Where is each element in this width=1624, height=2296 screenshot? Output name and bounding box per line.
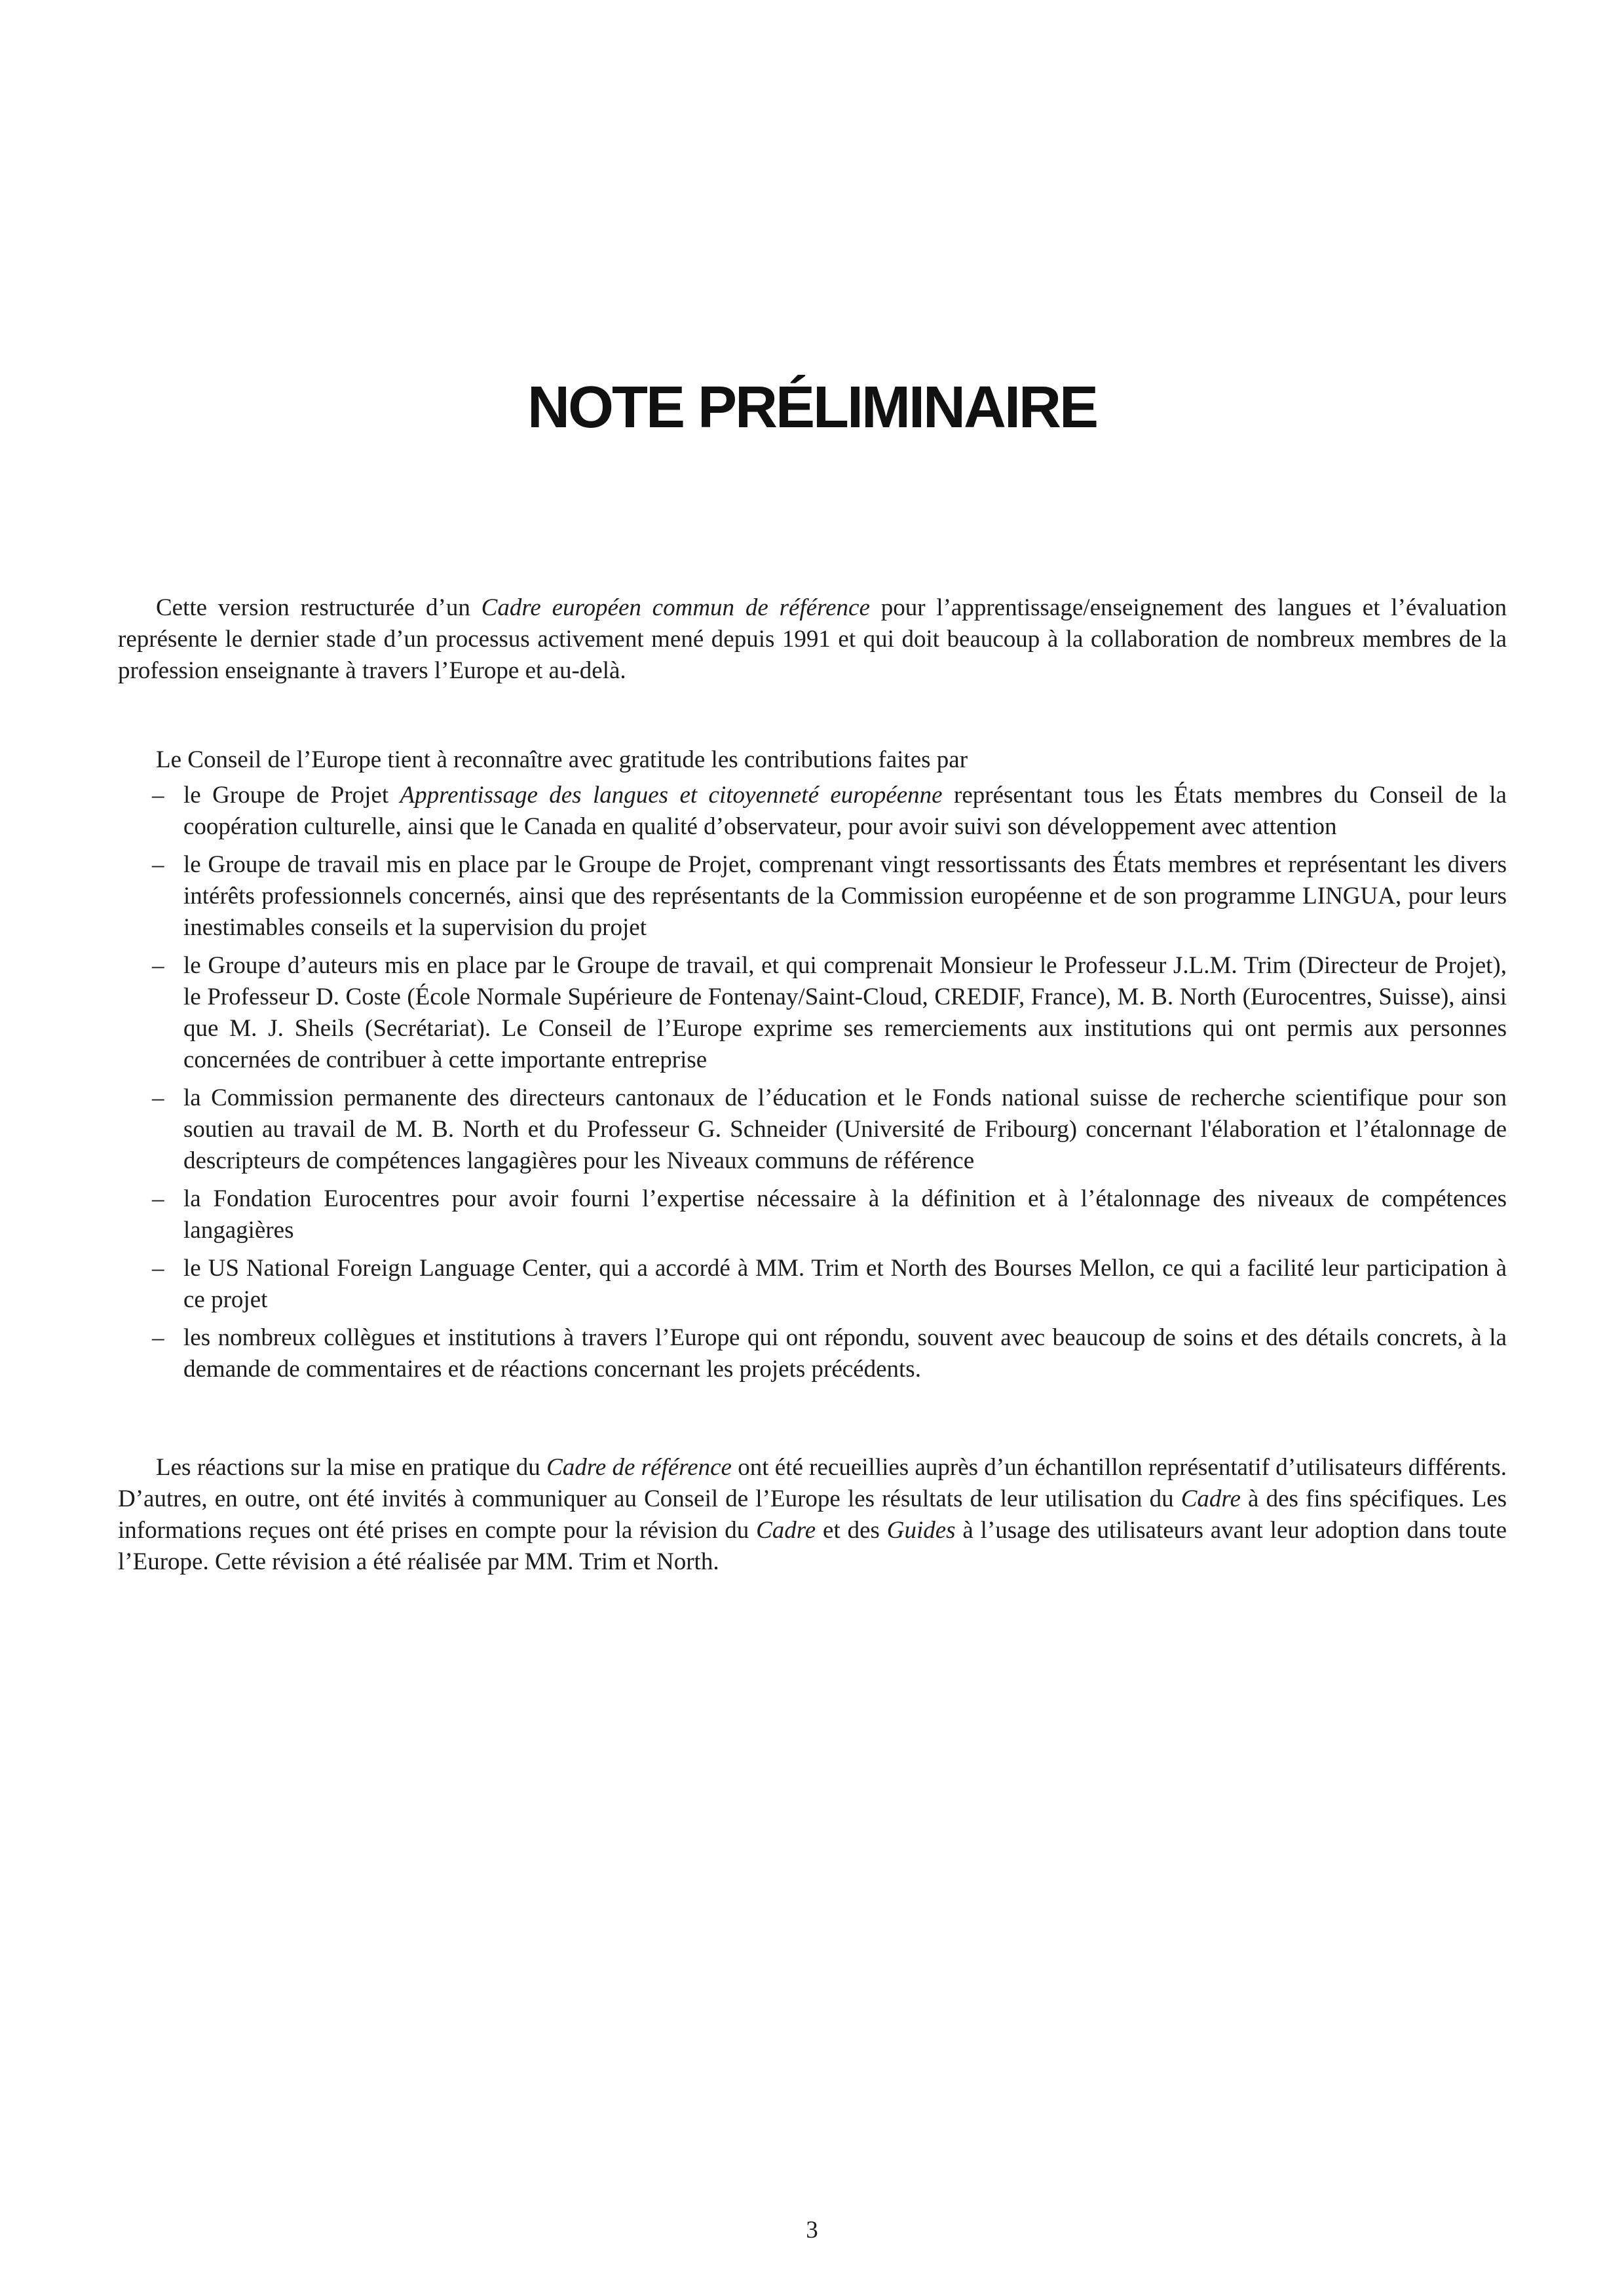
dash-bullet: –	[152, 952, 164, 979]
list-item-text: la Fondation Eurocentres pour avoir fourni l’expertise nécessaire à la définition et à l’étalonnage des niveaux de compétences langagières	[183, 1185, 1507, 1244]
list-item-text: la Commission permanente des directeurs cantonaux de l’éducation et le Fonds national suisse de recherche scientifique pour son soutien au travail de M. B. North et du Professeur G. Schneider (Université de Fribourg) concernant l'élaboration et l’étalonnage de descripteurs de compétences langagières pour les Niveaux communs de référence	[183, 1084, 1507, 1174]
reactions-section	[118, 1452, 1507, 1578]
intro-italic-cadre-title: Cadre européen commun de référence	[481, 594, 870, 621]
dash-bullet: –	[152, 782, 164, 809]
list-item-text: le Groupe de travail mis en place par le Groupe de Projet, comprenant vingt ressortissants des États membres et représentant les divers intérêts professionnels concernés, ainsi que des représentants de la Commission européenne et de son programme LINGUA, pour leurs inestimables conseils et la supervision du projet	[183, 851, 1507, 941]
intro-paragraph	[118, 592, 1507, 687]
list-item-text: le US National Foreign Language Center, qui a accordé à MM. Trim et North des Bourses Mellon, ce qui a facilité leur participation à ce projet	[183, 1255, 1507, 1313]
intro-text-1: Cette version restructurée d’un	[156, 594, 482, 621]
list-item-italic: Apprentissage des langues et citoyenneté européenne	[400, 782, 943, 809]
reactions-italic-4: Guides	[886, 1517, 956, 1544]
intro-text-2: pour l’apprentissage/enseignement des langues et l’évaluation représente le dernier stade d’un processus activement mené depuis 1991 et qui doit beaucoup à la collaboration de nombreux membres de la profession enseignante à travers l’Europe et au-delà.	[118, 594, 1507, 684]
acknowledgements-section	[118, 744, 1507, 1392]
acknowledgements-lead: Le Conseil de l’Europe tient à reconnaître avec gratitude les contributions faites par	[156, 746, 968, 773]
acknowledgements-list	[118, 780, 1507, 1385]
list-item	[118, 1253, 1507, 1316]
list-item	[118, 849, 1507, 944]
list-item-text: représentant tous les États membres du Conseil de la coopération culturelle, ainsi que le Canada en qualité d’observateur, pour avoir suivi son développement avec attention	[183, 782, 1507, 840]
list-item	[118, 1082, 1507, 1177]
reactions-text-3: à des fins spécifiques. Les informations reçues ont été prises en compte pour la révision du	[118, 1485, 1507, 1544]
dash-bullet: –	[152, 1084, 164, 1111]
dash-bullet: –	[152, 1324, 164, 1351]
list-item	[118, 1322, 1507, 1385]
reactions-text-2: ont été recueillies auprès d’un échantillon représentatif d’utilisateurs différents. D’autres, en outre, ont été invités à communiquer au Conseil de l’Europe les résultats de leur utilisation du	[118, 1454, 1507, 1512]
list-item	[118, 780, 1507, 843]
reactions-italic-3: Cadre	[756, 1517, 816, 1544]
list-item-text: le Groupe de Projet	[183, 782, 400, 809]
reactions-text-4: et des	[816, 1517, 887, 1544]
reactions-italic-1: Cadre de référence	[546, 1454, 732, 1481]
dash-bullet: –	[152, 1185, 164, 1212]
page-title: NOTE PRÉLIMINAIRE	[527, 375, 1097, 440]
dash-bullet: –	[152, 851, 164, 878]
list-item	[118, 950, 1507, 1076]
list-item-text: les nombreux collègues et institutions à travers l’Europe qui ont répondu, souvent avec beaucoup de soins et des détails concrets, à la demande de commentaires et de réactions concernant les projets précédents.	[183, 1324, 1507, 1383]
page-number: 3	[806, 2217, 818, 2244]
dash-bullet: –	[152, 1255, 164, 1282]
intro-section	[118, 592, 1507, 687]
reactions-paragraph	[118, 1452, 1507, 1578]
reactions-italic-2: Cadre	[1180, 1485, 1241, 1512]
reactions-text-1: Les réactions sur la mise en pratique du	[156, 1454, 547, 1481]
reactions-text-5: à l’usage des utilisateurs avant leur adoption dans toute l’Europe. Cette révision a été réalisée par MM. Trim et North.	[118, 1517, 1507, 1575]
list-item-text: le Groupe d’auteurs mis en place par le Groupe de travail, et qui comprenait Monsieur le Professeur J.L.M. Trim (Directeur de Projet), le Professeur D. Coste (École Normale Supérieure de Fontenay/Saint-Cloud, CREDIF, France), M. B. North (Eurocentres, Suisse), ainsi que M. J. Sheils (Secrétariat). Le Conseil de l’Europe exprime ses remerciements aux institutions qui ont permis aux personnes concernées de contribuer à cette importante entreprise	[183, 952, 1507, 1073]
list-item	[118, 1183, 1507, 1246]
